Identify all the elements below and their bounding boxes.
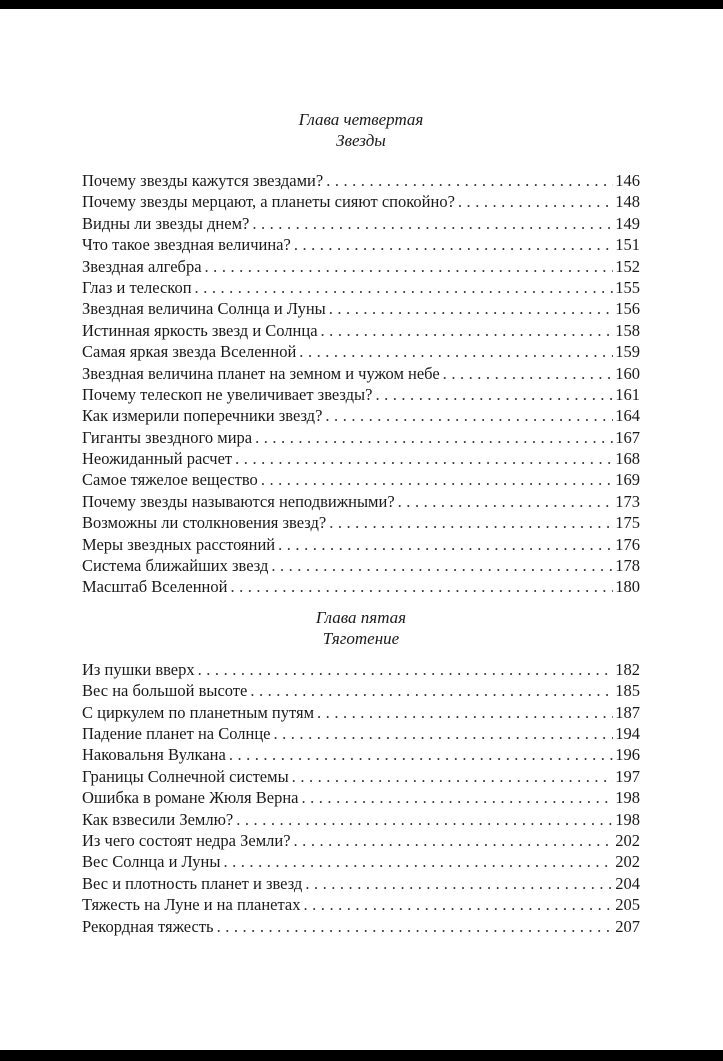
toc-entry-page: 155 [615, 277, 640, 297]
toc-entry-page: 187 [615, 702, 640, 722]
toc-entry-page: 159 [615, 342, 640, 362]
leader-dots [198, 659, 614, 680]
toc-entry-title: Истинная яркость звезд и Солнца [82, 320, 318, 340]
leader-dots [205, 256, 614, 277]
toc-entry-title: Ошибка в романе Жюля Верна [82, 788, 299, 808]
leader-dots [236, 809, 613, 830]
leader-dots [217, 916, 614, 937]
toc-entry-title: Как взвесили Землю? [82, 809, 234, 829]
toc-entry[interactable] [82, 766, 640, 787]
leader-dots [278, 534, 613, 555]
toc-entry-title: Самое тяжелое вещество [82, 470, 258, 490]
toc-entry-title: Вес и плотность планет и звезд [82, 873, 303, 893]
leader-dots [398, 491, 614, 512]
toc-entry[interactable] [82, 576, 640, 597]
bottom-border [0, 1050, 723, 1061]
toc-list [82, 659, 640, 937]
toc-entry[interactable] [82, 256, 640, 277]
toc-entry[interactable] [82, 659, 640, 680]
chapter-title: Тяготение [322, 628, 400, 648]
toc-entry-page: 185 [615, 681, 640, 701]
leader-dots [326, 170, 613, 191]
toc-entry[interactable] [82, 234, 640, 255]
chapter-heading [82, 607, 640, 652]
toc-entry[interactable] [82, 680, 640, 701]
toc-entry-title: Меры звездных расстояний [82, 534, 276, 554]
toc-entry-title: Что такое звездная величина? [82, 235, 291, 255]
leader-dots [271, 555, 613, 576]
toc-entry-page: 180 [615, 577, 640, 597]
toc-entry-page: 178 [615, 556, 640, 576]
toc-entry[interactable] [82, 213, 640, 234]
toc-entry-title: Падение планет на Солнце [82, 723, 271, 743]
leader-dots [294, 830, 614, 851]
leader-dots [292, 766, 614, 787]
toc-entry[interactable] [82, 277, 640, 298]
chapter-heading [82, 108, 640, 156]
toc-entry-page: 197 [615, 766, 640, 786]
toc-entry-page: 151 [615, 235, 640, 255]
leader-dots [261, 469, 613, 490]
toc-entry-page: 161 [615, 384, 640, 404]
toc-entry[interactable] [82, 191, 640, 212]
leader-dots [325, 405, 613, 426]
toc-entry-title: Гиганты звездного мира [82, 427, 253, 447]
toc-entry[interactable] [82, 363, 640, 384]
toc-entry-page: 164 [615, 406, 640, 426]
toc-entry-title: Звездная величина Солнца и Луны [82, 299, 326, 319]
toc-entry-title: Видны ли звезды днем? [82, 213, 250, 233]
toc-entry-page: 202 [615, 830, 640, 850]
leader-dots [317, 702, 613, 723]
toc-entry-title: Почему звезды называются неподвижными? [82, 491, 395, 511]
leader-dots [458, 191, 613, 212]
toc-entry-title: Вес Солнца и Луны [82, 852, 221, 872]
leader-dots [321, 320, 614, 341]
toc-entry-title: Звездная алгебра [82, 256, 202, 276]
toc-entry-page: 202 [615, 852, 640, 872]
toc-entry-page: 167 [615, 427, 640, 447]
toc-entry-title: Наковальня Вулкана [82, 745, 226, 765]
toc-entry-title: Вес на большой высоте [82, 681, 248, 701]
leader-dots [250, 680, 613, 701]
toc-entry-title: С циркулем по планетным путям [82, 702, 315, 722]
toc-entry-page: 160 [615, 363, 640, 383]
toc-entry-title: Тяжесть на Луне и на планетах [82, 895, 301, 915]
toc-entry-title: Масштаб Вселенной [82, 577, 228, 597]
toc-entry[interactable] [82, 469, 640, 490]
leader-dots [304, 894, 614, 915]
toc-entry-page: 198 [615, 788, 640, 808]
toc-entry-page: 156 [615, 299, 640, 319]
toc-list [82, 170, 640, 598]
chapter-label: Глава пятая [315, 607, 407, 627]
toc-entry[interactable] [82, 702, 640, 723]
toc-entry-title: Почему телескоп не увеличивает звезды? [82, 384, 373, 404]
toc-entry-page: 207 [615, 916, 640, 936]
toc-entry-title: Границы Солнечной системы [82, 766, 289, 786]
toc-entry-page: 169 [615, 470, 640, 490]
toc-entry-page: 194 [615, 723, 640, 743]
toc-entry-page: 198 [615, 809, 640, 829]
leader-dots [195, 277, 614, 298]
toc-entry-title: Из чего состоят недра Земли? [82, 830, 291, 850]
table-of-contents-page [82, 108, 640, 937]
toc-entry-title: Почему звезды кажутся звездами? [82, 171, 324, 190]
toc-entry[interactable] [82, 320, 640, 341]
toc-entry-page: 149 [615, 213, 640, 233]
toc-entry[interactable] [82, 809, 640, 830]
leader-dots [375, 384, 613, 405]
toc-entry-page: 152 [615, 256, 640, 276]
leader-dots [443, 363, 614, 384]
toc-entry-page: 205 [615, 895, 640, 915]
toc-entry[interactable] [82, 787, 640, 808]
leader-dots [235, 448, 613, 469]
top-border [0, 0, 723, 9]
chapter-label: Глава четвертая [298, 110, 424, 129]
toc-entry[interactable] [82, 723, 640, 744]
toc-entry[interactable] [82, 851, 640, 872]
toc-entry[interactable] [82, 830, 640, 851]
toc-entry[interactable] [82, 512, 640, 533]
toc-entry-page: 176 [615, 534, 640, 554]
toc-entry-title: Самая яркая звезда Вселенной [82, 342, 297, 362]
leader-dots [252, 213, 613, 234]
toc-entry-title: Звездная величина планет на земном и чужом небе [82, 363, 440, 383]
toc-entry[interactable] [82, 555, 640, 576]
toc-entry[interactable] [82, 534, 640, 555]
toc-entry-page: 173 [615, 491, 640, 511]
toc-entry-page: 148 [615, 192, 640, 212]
toc-entry[interactable] [82, 170, 640, 191]
toc-entry-title: Система ближайших звезд [82, 556, 269, 576]
toc-entry-title: Почему звезды мерцают, а планеты сияют спокойно? [82, 192, 455, 212]
toc-entry-title: Как измерили поперечники звезд? [82, 406, 323, 426]
leader-dots [223, 851, 613, 872]
toc-entry-title: Неожиданный расчет [82, 449, 233, 469]
chapter-title: Звезды [336, 131, 386, 150]
leader-dots [329, 298, 614, 319]
toc-entry[interactable] [82, 873, 640, 894]
toc-entry[interactable] [82, 341, 640, 362]
toc-entry[interactable] [82, 491, 640, 512]
toc-entry-page: 158 [615, 320, 640, 340]
leader-dots [301, 787, 613, 808]
toc-entry[interactable] [82, 427, 640, 448]
toc-entry-title: Из пушки вверх [82, 659, 195, 679]
toc-entry[interactable] [82, 894, 640, 915]
toc-entry-page: 168 [615, 449, 640, 469]
leader-dots [230, 576, 613, 597]
toc-entry-page: 182 [615, 659, 640, 679]
toc-entry-title: Возможны ли столкновения звезд? [82, 513, 327, 533]
leader-dots [229, 744, 613, 765]
leader-dots [273, 723, 613, 744]
leader-dots [329, 512, 613, 533]
leader-dots [305, 873, 613, 894]
toc-entry[interactable] [82, 744, 640, 765]
toc-entry[interactable] [82, 405, 640, 426]
toc-entry-page: 175 [615, 513, 640, 533]
toc-entry-page: 146 [615, 171, 640, 190]
toc-entry[interactable] [82, 916, 640, 937]
toc-entry-page: 196 [615, 745, 640, 765]
leader-dots [299, 341, 613, 362]
leader-dots [255, 427, 613, 448]
toc-entry-title: Глаз и телескоп [82, 277, 192, 297]
leader-dots [294, 234, 613, 255]
toc-entry-title: Рекордная тяжесть [82, 916, 214, 936]
toc-entry[interactable] [82, 298, 640, 319]
toc-entry-page: 204 [615, 873, 640, 893]
toc-entry[interactable] [82, 448, 640, 469]
toc-entry[interactable] [82, 384, 640, 405]
